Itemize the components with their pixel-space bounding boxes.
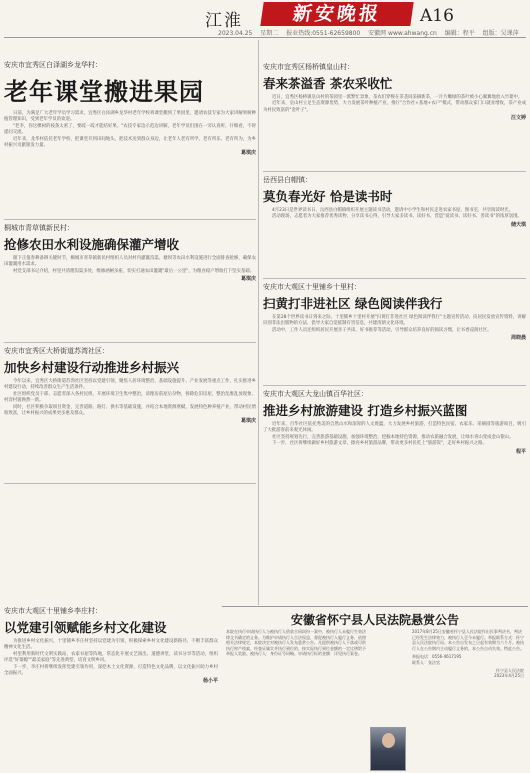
article-author: 葛琪庆 bbox=[240, 276, 256, 283]
article-title: 加快乡村建设行动推进乡村振兴 bbox=[4, 360, 180, 375]
article-kicker: 桐城市青草镇新民村： bbox=[4, 224, 74, 232]
article-divider bbox=[263, 171, 526, 172]
notice-contact-person: 联系人：张法官 bbox=[412, 659, 440, 665]
article-divider bbox=[263, 385, 526, 386]
newspaper-logo: 新安晚报 bbox=[260, 2, 413, 26]
article-title: 莫负春光好 恰是读书时 bbox=[263, 189, 393, 204]
article-divider bbox=[4, 483, 256, 484]
article-kicker: 安庆市宜秀区大桥街道苏湾社区： bbox=[4, 347, 109, 355]
article-divider bbox=[263, 278, 526, 279]
article-body: 日前，为满足广大老年学员学习需求，宜秀区白泽湖乡龙华村老年学校将课堂搬到了果园里，邀请农技专家为大家讲解果树种植管理知识，受到老年学员的欢迎。 "老李，你这棵树的枝条太密了，要疏一疏才能结好果。"农技专家边示范边讲解，老年学员们围在一旁认真听、仔细看，不时提问交流。 近年来，龙华村依托老年学校，把课堂开到田间地头，把技术送到群众身边，让老年人老有所学、老有所乐、老有所为，为乡村振兴贡献银发力量。 bbox=[4, 111, 256, 149]
article-reading bbox=[263, 175, 526, 275]
article-title: 推进乡村旅游建设 打造乡村振兴蓝图 bbox=[263, 403, 468, 418]
article-author: 程平 bbox=[515, 448, 526, 455]
article-author: 葛琪庆 bbox=[240, 150, 256, 157]
notice-signature: 怀宁县人民法院 bbox=[496, 667, 524, 673]
article-body: 眼下正值春耕备耕关键时节，桐城市青草镇新民村组织人员对村内灌溉沟渠、塘坝等农田水利设施进行全面排查抢修，确保农田灌溉用水需求。 村党支部书记介绍，村里共清理沟渠多处，维修涵闸多座，切实打通农田灌溉"最后一公里"，为粮食稳产增收打下坚实基础。 bbox=[4, 256, 256, 274]
notice-date: 2023年4月25日 bbox=[494, 673, 524, 679]
article-culture bbox=[4, 606, 218, 771]
article-title: 扫黄打非进社区 绿色阅读伴我行 bbox=[263, 296, 443, 311]
article-title: 抢修农田水利设施确保灌产增收 bbox=[4, 237, 180, 252]
notice-phone[interactable]: 0556-4617195 bbox=[432, 654, 462, 660]
column-divider bbox=[258, 40, 259, 605]
article-body: 4月23日是世界读书日，岳西县白帽镇组织开展主题读书活动，邀请中小学生和村民走进农家书屋、图书室，共享阅读时光。 活动现场，志愿者为大家推荐优秀读物，分享读书心得，引导大家多读书、读好书，营造"爱读书、读好书、善读书"的浓厚氛围。 bbox=[272, 208, 522, 220]
page-number: A16 bbox=[420, 6, 454, 26]
notice-columns bbox=[222, 629, 528, 769]
article-body: 为推进乡村文化振兴，十里铺乡李庄村坚持以党建为引领，积极探索乡村文化建设新路径，不断丰富群众精神文化生活。 村里利用新时代文明实践站、农家书屋等阵地，常态化开展文艺演出、道德讲堂、读书分享等活动，组织评选"好婆媳""最美家庭"等先进典型，培育文明乡风。 下一步，李庄村将继续发挥党建引领作用，深挖本土文化资源，打造特色文化品牌，以文化振兴助力乡村全面振兴。 bbox=[4, 639, 218, 677]
masthead bbox=[0, 0, 530, 42]
issue-date: 2023.04.25 bbox=[218, 30, 253, 37]
article-author: 周晓晨 bbox=[510, 335, 526, 342]
article-author: 储天琪 bbox=[510, 221, 526, 228]
left-column bbox=[4, 40, 256, 487]
masthead-rule bbox=[4, 37, 526, 38]
article-rural-tourism bbox=[263, 389, 526, 539]
editor: 编辑：程平 bbox=[444, 30, 475, 37]
article-divider bbox=[4, 342, 256, 343]
notice-title: 安徽省怀宁县人民法院悬赏公告 bbox=[290, 613, 459, 627]
article-lecture-orchard bbox=[4, 40, 256, 216]
website[interactable]: 安徽网 www.ahwang.cn bbox=[368, 30, 437, 37]
article-kicker: 安庆市宜秀区白泽湖乡龙华村： bbox=[4, 61, 102, 69]
article-kicker: 安庆市大观区十里铺乡十里村： bbox=[263, 283, 361, 291]
designer: 组版：吴课萍 bbox=[482, 30, 519, 37]
article-irrigation bbox=[4, 223, 256, 339]
article-body: 近日，宜秀区杨桥镇皇山村的茶园里一派繁忙景象，茶农们穿梭在茶垄间采摘新茶，一片片嫩绿的茶叶被小心翼翼地放入竹篓中。 近年来，皇山村立足生态资源优势，大力发展茶叶种植产业，推行"合作社+基地+农户"模式，带动群众家门口就业增收，茶产业成为村民致富的"金叶子"。 bbox=[263, 95, 526, 113]
notice-column-1: 本院在执行申请执行人与被执行人借款合同纠纷一案中，被执行人未履行生效法律文书确定的义务。为维护申请执行人合法权益，督促被执行人履行义务，依照相关法律规定，本院决定对被执行人发布悬赏公告。凡提供被执行人下落或可供执行财产线索，经查证属实并执行到位的，按实际执行到位金额的一定比例给予举报人奖励。被执行人：身份证号码略。申请执行标的金额：详见执行案卷。 bbox=[226, 629, 366, 657]
article-body: 近年来，百华社区依托秀美的自然山水和深厚的人文底蕴，大力发展乡村旅游，打造特色民宿、农家乐、采摘园等旅游项目，吸引了大批游客前来观光休闲。 社区坚持规划先行，完善旅游基础设施，加强环境整治，挖掘本地特色资源，推动农旅融合发展，让绿水青山变成金山银山。 下一步，社区将继续做好乡村旅游文章，擦亮乡村旅游品牌，带动更多村民吃上"旅游饭"，走好乡村振兴之路。 bbox=[263, 422, 526, 447]
article-author: 杨小平 bbox=[202, 678, 218, 685]
article-title: 春来茶溢香 茶农采收忙 bbox=[263, 76, 393, 91]
notice-contact: 举报电话：0556-4617195 bbox=[412, 654, 462, 660]
article-kicker: 安庆市宜秀区杨桥镇皇山村： bbox=[263, 63, 354, 71]
article-divider bbox=[4, 219, 256, 220]
article-author: 汪文婷 bbox=[510, 115, 526, 122]
article-body: 在第28个世界读书日到来之际，十里铺乡十里村开展"扫黄打非进社区 绿色阅读伴我行"主题宣传活动，向居民发放宣传资料，讲解识别非法出版物的方法，倡导大家自觉抵制有害信息，共建清朗文化环境。 活动中，工作人员还组织居民开展亲子共读、好书推荐等活动，引导群众培养良好的阅读习惯，让书香浸润社区。 bbox=[263, 315, 526, 333]
article-rural-construction bbox=[4, 346, 256, 480]
article-title: 以党建引领赋能乡村文化建设 bbox=[4, 620, 167, 635]
issue-weekday: 星期二 bbox=[260, 30, 279, 37]
region-label: 江淮 bbox=[205, 11, 243, 31]
article-kicker: 安庆市大观区大龙山镇百华社区： bbox=[263, 390, 368, 398]
article-kicker: 岳西县白帽镇： bbox=[263, 176, 312, 184]
article-author: 葛琪庆 bbox=[240, 418, 256, 425]
article-body: 今年以来，宜秀区大桥街道苏湾社区坚持以党建引领，聚焦人居环境整治、基础设施提升、产业发展等重点工作，扎实推进乡村建设行动，持续改善群众生产生活条件。 社区组织党员干部、志愿者深入各村民组，开展环境卫生集中整治，清理房前屋后杂物，拆除危旧房屋，整治乱堆乱放现象，村容村貌焕然一新。 同时，社区积极争取项目资金，完善道路、路灯、供水等基础设施，并结合本地资源禀赋，发展特色种养殖产业，带动村民增收致富，让乡村振兴的成果更多惠及群众。 bbox=[4, 379, 256, 417]
article-tea bbox=[263, 62, 526, 168]
hotline: 报业热线:0551-62659800 bbox=[286, 30, 361, 37]
article-anti-porn bbox=[263, 282, 526, 382]
info-line bbox=[218, 28, 525, 37]
right-column bbox=[263, 40, 526, 539]
article-title: 老年课堂搬进果园 bbox=[4, 78, 204, 106]
notice-column-2: 2017年8月25日安徽省怀宁县人民法院作出民事判决书，判决已经发生法律效力，被执行人至今未履行。举报联系方式：怀宁县人民法院执行局。本公告自发布之日起有效期为六个月。被执行人在公告期内主动履行义务的，本公告自动失效。特此公告。 举报电话：0556-4617195 联系人：张法官 怀宁县人民法院 2023年4月25日 bbox=[412, 629, 524, 679]
court-reward-notice bbox=[222, 606, 528, 771]
article-kicker: 安庆市大观区十里铺乡李庄村： bbox=[4, 607, 102, 615]
person-photo bbox=[370, 727, 406, 771]
